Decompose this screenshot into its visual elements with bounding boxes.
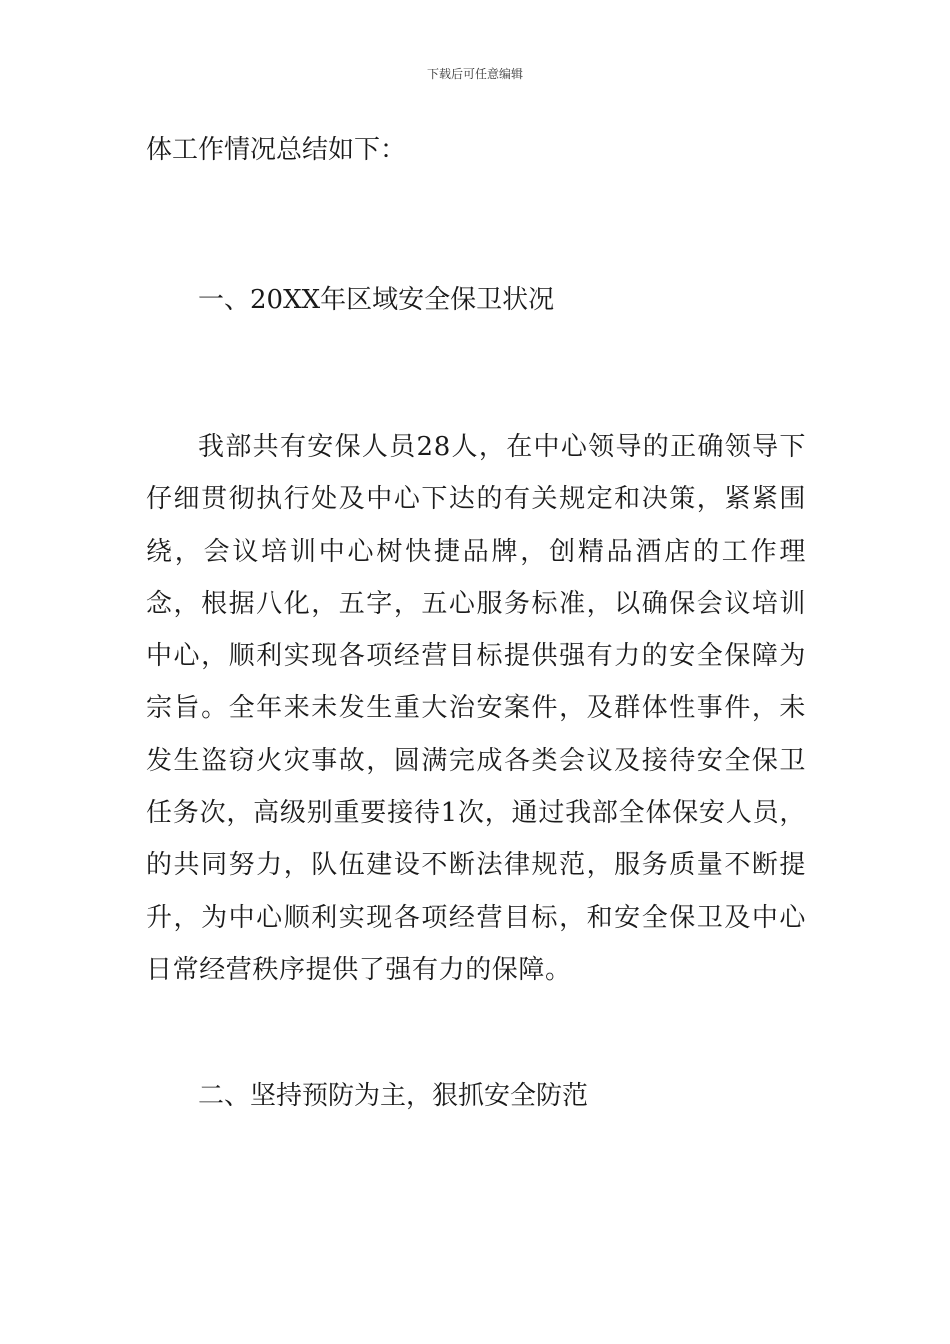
section1-paragraph: 我部共有安保人员28人，在中心领导的正确领导下仔细贯彻执行处及中心下达的有关规定和决策，紧紧围绕，会议培训中心树快捷品牌，创精品酒店的工作理念，根据八化，五字，五心服务标准，以确保会议培训中心，顺利实现各项经营目标提供强有力的安全保障为宗旨。全年来未发生重大治安案件，及群体性事件，未发生盗窃火灾事故，圆满完成各类会议及接待安全保卫任务次，高级别重要接待1次，通过我部全体保安人员，的共同努力，队伍建设不断法律规范，服务质量不断提升，为中心顺利实现各项经营目标，和安全保卫及中心日常经营秩序提供了强有力的保障。 (146, 432, 806, 985)
section1-heading: 一、20XX年区域安全保卫状况 (198, 285, 555, 315)
intro-line: 体工作情况总结如下： (146, 135, 407, 165)
section2-heading: 二、坚持预防为主，狠抓安全防范 (198, 1081, 589, 1111)
page-header: 下载后可任意编辑 (426, 67, 523, 81)
